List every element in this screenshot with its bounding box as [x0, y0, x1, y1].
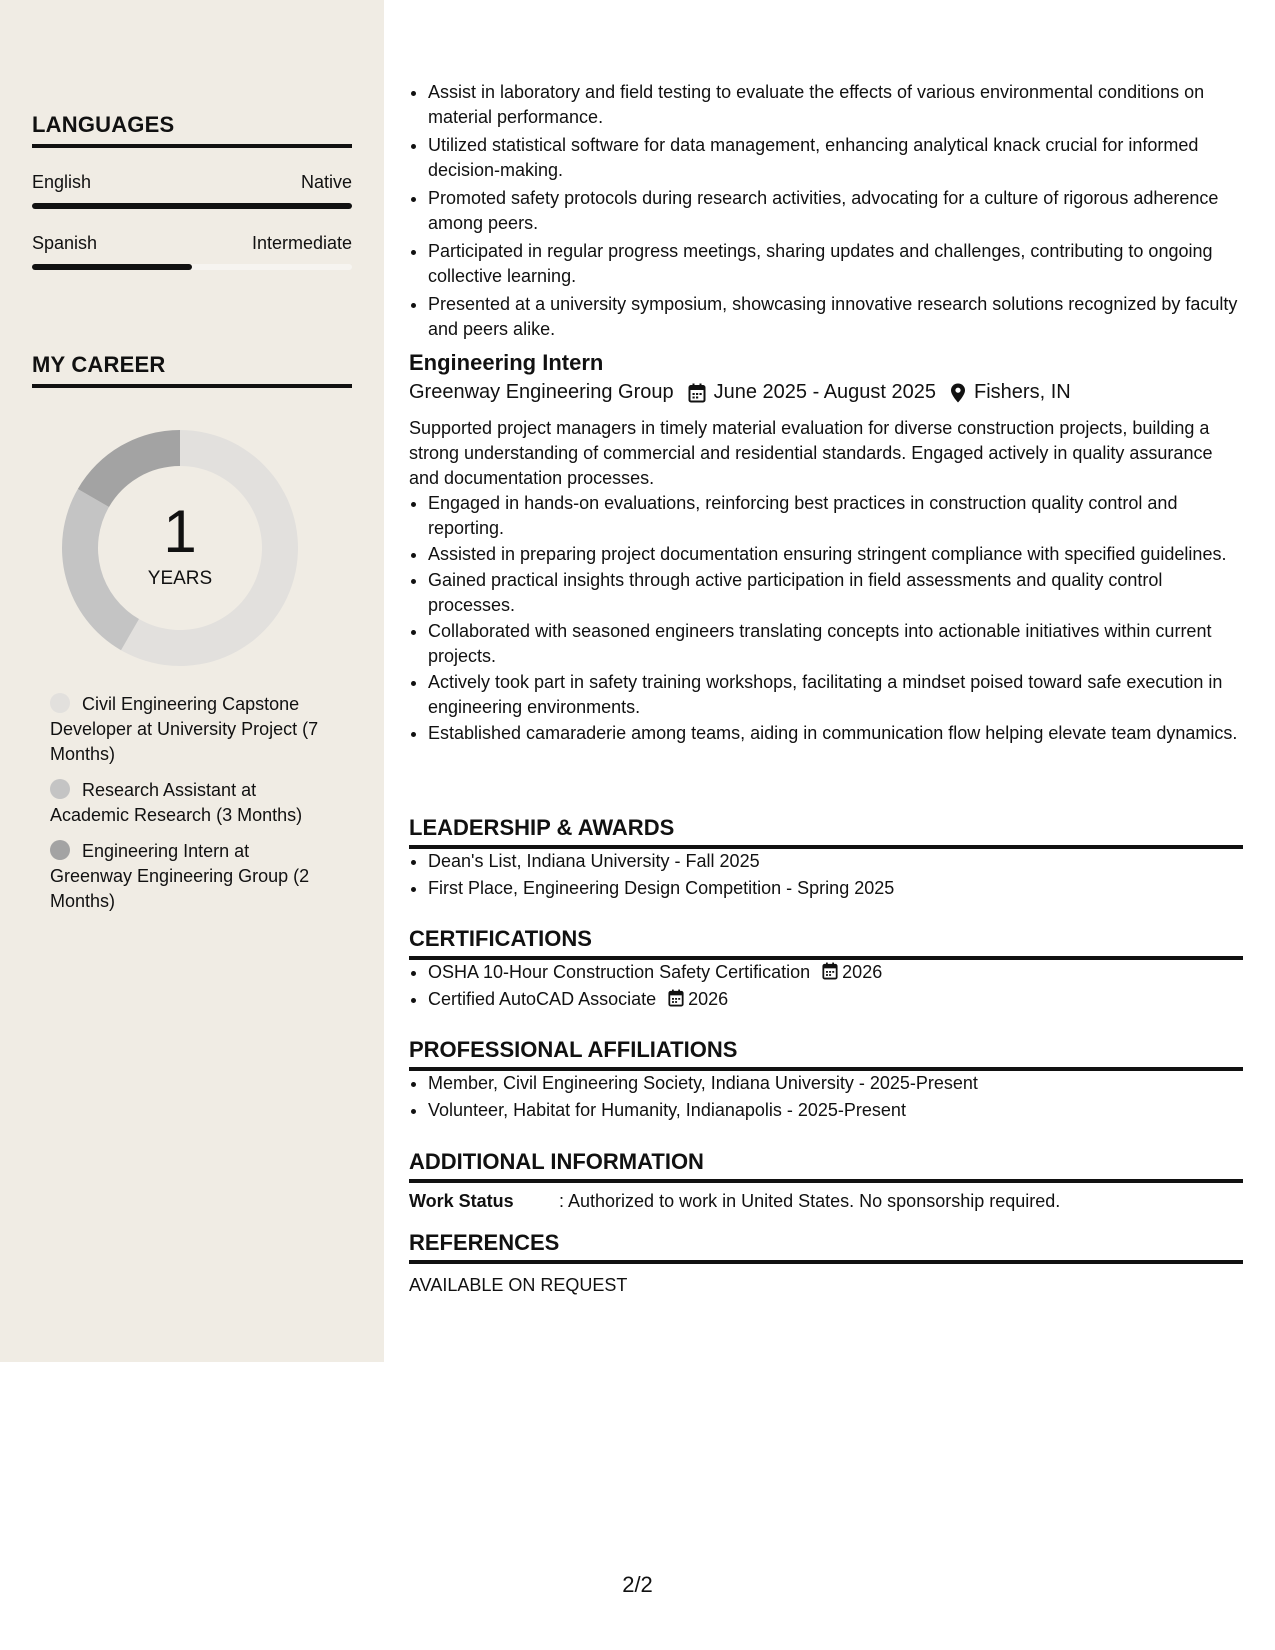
career-legend-item [50, 839, 330, 914]
references-heading: REFERENCES [409, 1230, 1243, 1264]
bullet-item: • Presented at a university symposium, showcasing innovative research solutions recognized by faculty and peers alike. [428, 292, 1248, 342]
career-donut-chart [62, 430, 298, 666]
language-proficiency-fill [32, 203, 352, 209]
bullet-item: • Assisted in preparing project documentation ensuring stringent compliance with specified guidelines. [428, 542, 1248, 567]
certifications-list [409, 960, 1243, 1012]
career-total-unit: YEARS [147, 568, 213, 589]
job-dates: June 2025 - August 2025 [713, 381, 937, 403]
career-total-number: 1 [163, 498, 197, 565]
language-proficiency-fill [32, 264, 192, 270]
leadership-section [409, 815, 1243, 903]
language-item [32, 233, 352, 270]
language-level: Native [300, 172, 352, 192]
work-status-label: Work Status [409, 1191, 514, 1211]
career-legend [50, 692, 330, 925]
certification-year: 2026 [842, 962, 883, 982]
affiliations-heading: PROFESSIONAL AFFILIATIONS [409, 1037, 1243, 1071]
job-title: Engineering Intern [409, 350, 604, 375]
bullet-item: • Established camaraderie among teams, aiding in communication flow helping elevate team dynamics. [428, 721, 1248, 746]
language-name: English [32, 172, 92, 192]
previous-job-bullets [409, 80, 1248, 345]
bullet-item: • Actively took part in safety training workshops, facilitating a mindset poised toward safe execution in engineering environments. [428, 670, 1248, 720]
language-proficiency-bar [32, 203, 352, 209]
job-location: Fishers, IN [974, 381, 1071, 403]
career-legend-item [50, 778, 330, 828]
career-legend-text: Research Assistant at Academic Research (3 Months) [50, 780, 303, 825]
bullet-item: • First Place, Engineering Design Competition - Spring 2025 [428, 876, 1243, 901]
certification-name: OSHA 10-Hour Construction Safety Certification [428, 962, 811, 982]
language-name: Spanish [32, 233, 98, 253]
career-legend-text: Engineering Intern at Greenway Engineering Group (2 Months) [50, 841, 310, 911]
certifications-section [409, 926, 1243, 1014]
job-meta [409, 381, 1071, 404]
affiliations-list [409, 1071, 1243, 1123]
certification-name: Certified AutoCAD Associate [428, 989, 657, 1009]
career-section [32, 352, 352, 388]
legend-dot [50, 693, 70, 713]
donut-center [62, 430, 298, 666]
career-legend-text: Civil Engineering Capstone Developer at University Project (7 Months) [50, 694, 319, 764]
bullet-item: • Promoted safety protocols during research activities, advocating for a culture of rigorous adherence among peers. [428, 186, 1248, 236]
additional-info-heading: ADDITIONAL INFORMATION [409, 1149, 1243, 1183]
page-number: 2/2 [622, 1572, 653, 1597]
certifications-heading: CERTIFICATIONS [409, 926, 1243, 960]
legend-dot [50, 840, 70, 860]
certification-item [428, 960, 1243, 985]
job-bullets [409, 491, 1248, 747]
affiliations-section [409, 1037, 1243, 1125]
work-status-value: : Authorized to work in United States. No sponsorship required. [559, 1191, 1061, 1211]
language-level: Intermediate [251, 233, 352, 253]
bullet-item: • Engaged in hands-on evaluations, reinforcing best practices in construction quality control and reporting. [428, 491, 1248, 541]
language-item [32, 172, 352, 209]
map-pin-icon [950, 383, 966, 403]
bullet-item: • Member, Civil Engineering Society, Indiana University - 2025-Present [428, 1071, 1243, 1096]
languages-section [32, 112, 352, 270]
references-text: AVAILABLE ON REQUEST [409, 1275, 628, 1295]
bullet-item: • Utilized statistical software for data management, enhancing analytical knack crucial for informed decision-making. [428, 133, 1248, 183]
bullet-item: • Volunteer, Habitat for Humanity, Indianapolis - 2025-Present [428, 1098, 1243, 1123]
leadership-list [409, 849, 1243, 901]
job-description: Supported project managers in timely material evaluation for diverse construction projects, building a strong understanding of commercial and residential standards. Engaged actively in quality assurance and documentation processes. [409, 418, 1213, 488]
calendar-icon [668, 989, 684, 1007]
references-section [409, 1230, 1243, 1296]
career-heading: MY CAREER [32, 352, 352, 388]
legend-dot [50, 779, 70, 799]
bullet-item: • Dean's List, Indiana University - Fall 2025 [428, 849, 1243, 874]
language-proficiency-bar [32, 264, 352, 270]
sidebar [0, 0, 384, 1362]
bullet-item: • Gained practical insights through active participation in field assessments and quality control processes. [428, 568, 1248, 618]
career-legend-item [50, 692, 330, 767]
leadership-heading: LEADERSHIP & AWARDS [409, 815, 1243, 849]
bullet-item: • Participated in regular progress meetings, sharing updates and challenges, contributing to ongoing collective learning. [428, 239, 1248, 289]
languages-heading: LANGUAGES [32, 112, 352, 148]
certification-item [428, 987, 1243, 1012]
certification-year: 2026 [688, 989, 729, 1009]
work-status-row [409, 1191, 1243, 1212]
calendar-icon [688, 383, 706, 403]
job-company: Greenway Engineering Group [409, 381, 674, 403]
bullet-item: • Collaborated with seasoned engineers translating concepts into actionable initiatives within current projects. [428, 619, 1248, 669]
bullet-item: • Assist in laboratory and field testing to evaluate the effects of various environmental conditions on material performance. [428, 80, 1248, 130]
calendar-icon [822, 962, 838, 980]
additional-info-section [409, 1149, 1243, 1212]
